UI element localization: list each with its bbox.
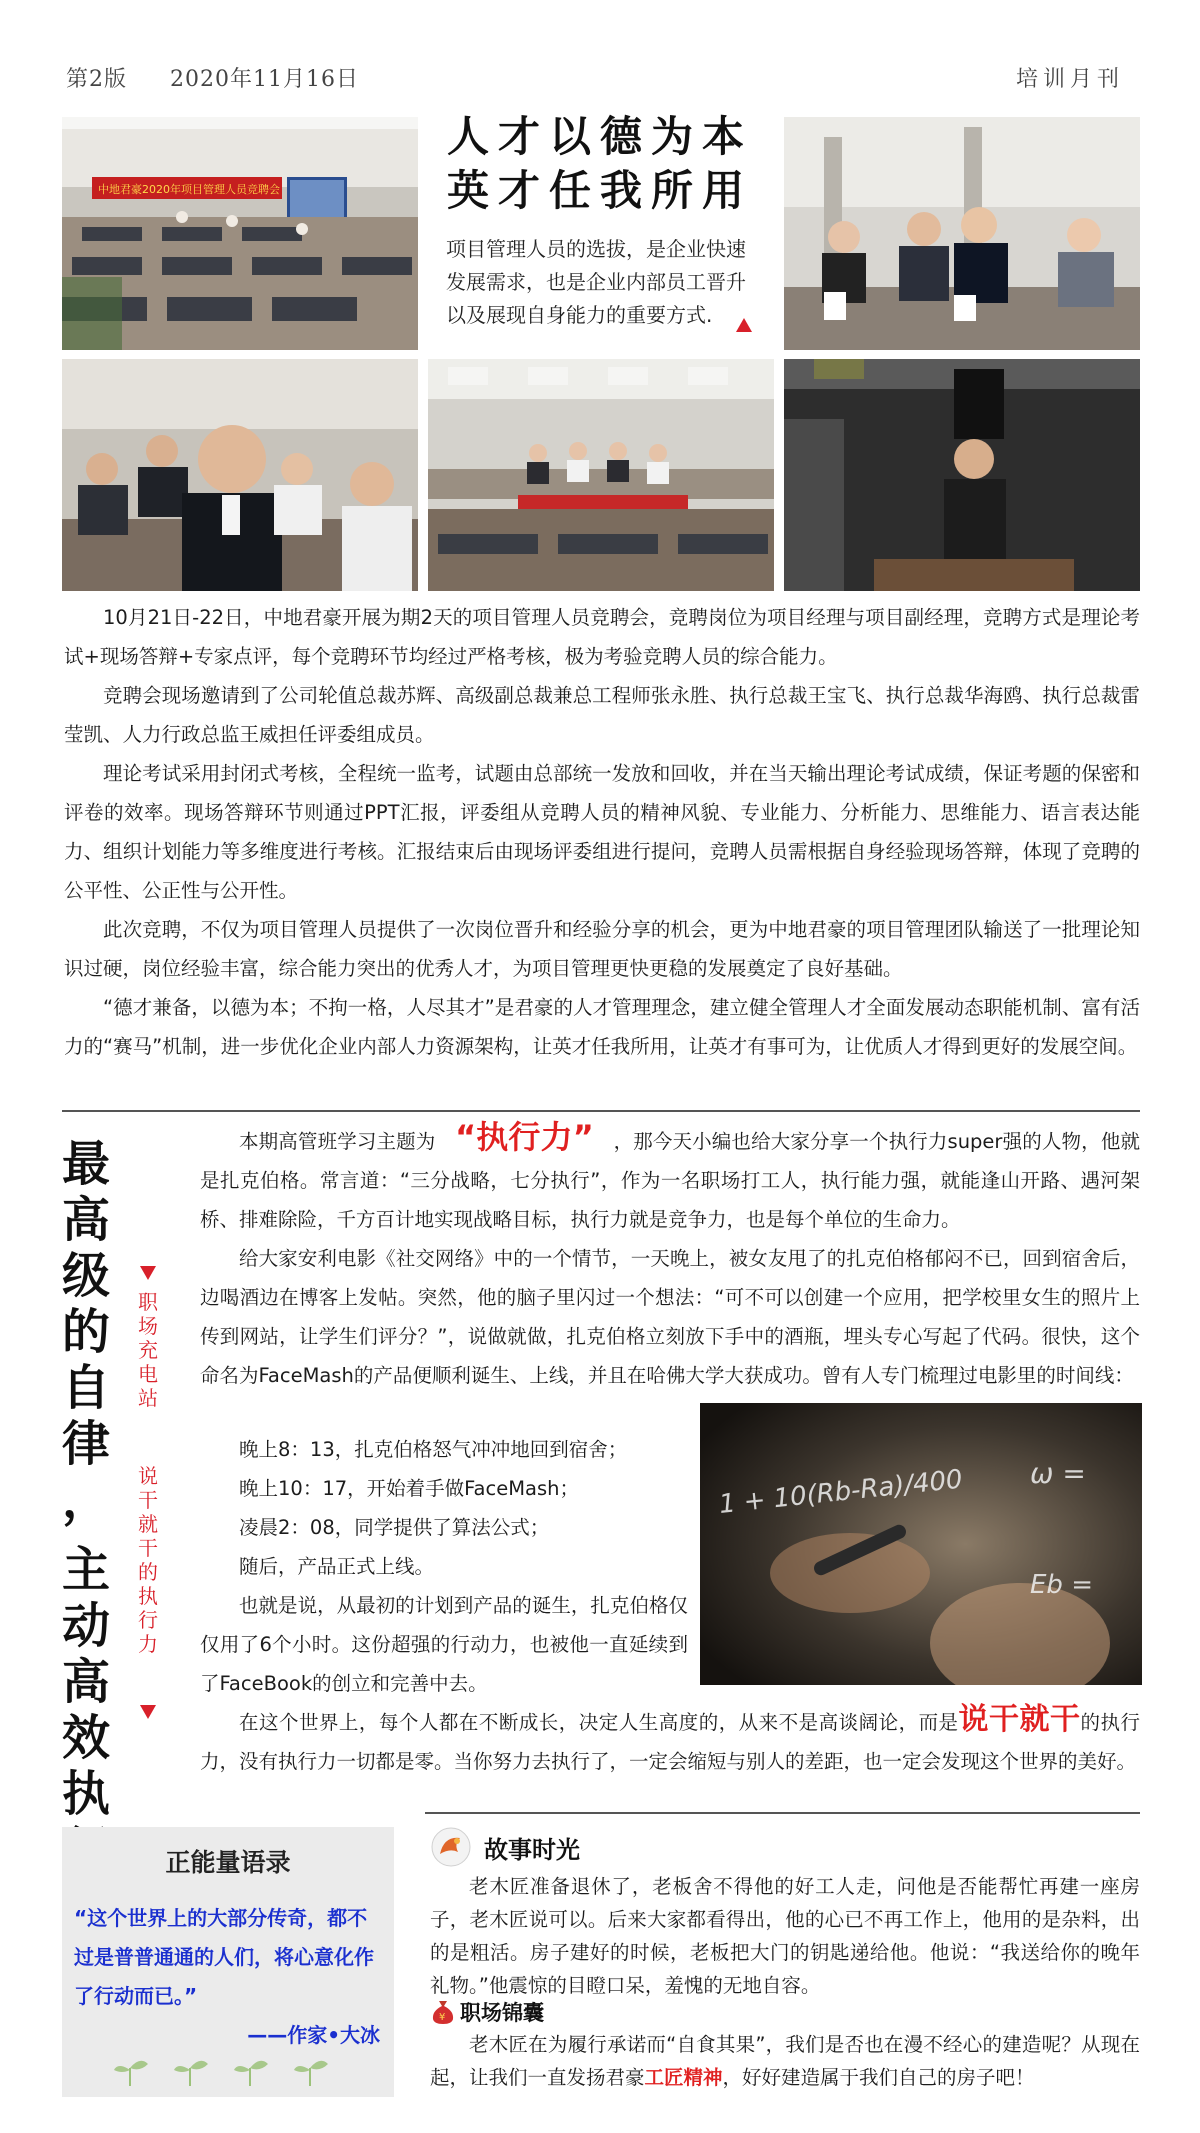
- speaker-photo: [784, 359, 1140, 591]
- article-competition: [64, 598, 1140, 1066]
- story-title: 故事时光: [484, 1836, 580, 1864]
- article-paragraph: 理论考试采用封闭式考核，全程统一监考，试题由总部统一发放和回收，并在当天输出理论考试成绩，保证考题的保密和评卷的效率。现场答辩环节则通过PPT汇报，评委组从竞聘人员的精神风貌、专业能力、分析能力、思维能力、语言表达能力、组织计划能力等多维度进行考核。汇报结束后由现场评委组进行提问，竞聘人员需根据自身经验现场答辩，体现了竞聘的公平性、公正性与公开性。: [64, 762, 1140, 902]
- article-paragraph: 本期高管班学习主题为 “执行力” ，那今天小编也给大家分享一个执行力super强的人物，他就是扎克伯格。常言道：“三分战略，七分执行”，作为一名职场打工人，执行能力强，就能逢山开路、遇河架桥、排难除险，千方百计地实现战略目标，执行力就是竞争力，也是每个单位的生命力。: [200, 1118, 1140, 1231]
- money-bag-icon: [430, 1997, 456, 2025]
- highlight-execution: “执行力”: [455, 1118, 594, 1156]
- meeting-room-photo: [62, 117, 418, 350]
- issue-date: 2020年11月16日: [170, 67, 359, 92]
- page-number: 第2版: [66, 67, 127, 92]
- highlight-act-now: 说干就干: [958, 1702, 1081, 1737]
- quote-title: 正能量语录: [165, 1848, 291, 1877]
- timeline-item: 晚上8：13，扎克伯格怒气冲冲地回到宿舍；: [239, 1438, 628, 1461]
- headline: [430, 110, 770, 218]
- story-icon: [430, 1826, 472, 1868]
- article-paragraph: 10月21日-22日，中地君豪开展为期2天的项目管理人员竞聘会，竞聘岗位为项目经理与项目副经理，竞聘方式是理论考试+现场答辩+专家点评，每个竞聘环节均经过严格考核，极为考验竞聘人员的综合能力。: [64, 606, 1140, 668]
- section-divider: [62, 1110, 1140, 1112]
- timeline-item: 凌晨2：08，同学提供了算法公式；: [239, 1516, 550, 1539]
- publication-name: 培训月刊: [1016, 67, 1125, 92]
- quote-author: ——作家•大冰: [247, 2023, 380, 2047]
- tip-text: 老木匠在为履行承诺而“自食其果”，我们是否也在漫不经心的建造呢？从现在起，让我们一直发扬君豪工匠精神，好好建造属于我们自己的房子吧！: [430, 2033, 1140, 2089]
- tip-title: 职场锦囊: [460, 2001, 544, 2025]
- panel-table-photo: [428, 359, 774, 591]
- article-paragraph: “德才兼备，以德为本；不拘一格，人尽其才”是君豪的人才管理理念，建立健全管理人才全面发展动态职能机制、富有活力的“赛马”机制，进一步优化企业内部人力资源架构，让英才任我所用，让英才有事可为，让优质人才得到更好的发展空间。: [64, 996, 1140, 1058]
- article-paragraph: 此次竞聘，不仅为项目管理人员提供了一次岗位晋升和经验分享的机会，更为中地君豪的项目管理团队输送了一批理论知识过硬，岗位经验丰富，综合能力突出的优秀人才，为项目管理更快更稳的发展奠定了良好基础。: [64, 918, 1140, 980]
- timeline-item: 随后，产品正式上线。: [239, 1555, 435, 1578]
- article-paragraph: 也就是说，从最初的计划到产品的诞生，扎克伯格仅仅用了6个小时。这份超强的行动力，也被他一直延续到了FaceBook的创立和完善中去。: [200, 1594, 688, 1695]
- red-triangle-icon: [736, 318, 752, 332]
- highlight-craftsmanship: 工匠精神: [644, 2066, 723, 2089]
- article-paragraph: 竞聘会现场邀请到了公司轮值总裁苏辉、高级副总裁兼总工程师张永胜、执行总裁王宝飞、执行总裁华海鸥、执行总裁雷莹凯、人力行政总监王威担任评委组成员。: [64, 684, 1140, 746]
- svg-text:Eb =: Eb =: [1030, 1570, 1093, 1600]
- executives-photo: [784, 117, 1140, 350]
- quote-text: “这个世界上的大部分传奇，都不过是普普通通的人们，将心意化作了行动而已。”: [74, 1906, 374, 2008]
- story-text: 老木匠准备退休了，老板舍不得他的好工人走，问他是否能帮忙再建一座房子，老木匠说可以。后来大家都看得出，他的心已不再工作上，他用的是杂料，出的是粗活。房子建好的时候，老板把大门的钥匙递给他。他说：“我送给你的晚年礼物。”他震惊的目瞪口呆，羞愧的无地自容。: [430, 1875, 1140, 1997]
- headline-intro: 项目管理人员的选拔，是企业快速发展需求，也是企业内部员工晋升以及展现自身能力的重要方式.: [446, 237, 746, 327]
- headline-line-1: 人才以德为本: [446, 112, 753, 161]
- timeline-item: 晚上10：17，开始着手做FaceMash；: [239, 1477, 580, 1500]
- side-subtitle-1: 职 场 充 电 站: [138, 1290, 158, 1410]
- red-triangle-icon: [140, 1266, 156, 1280]
- svg-text:1 + 10(Rb-Ra)/400: 1 + 10(Rb-Ra)/400: [717, 1464, 964, 1520]
- headline-line-2: 英才任我所用: [446, 166, 753, 215]
- execution-conclusion: [200, 1700, 1140, 1781]
- banner-text: 中地君豪2020年项目管理人员竞聘会: [98, 183, 280, 196]
- writing-on-glass-photo: [700, 1403, 1142, 1685]
- sprout-decoration-icon: [110, 2048, 350, 2088]
- section-divider: [425, 1812, 1140, 1814]
- side-subtitle-2: 说 干 就 干 的 执 行 力: [138, 1464, 158, 1656]
- execution-article: [200, 1118, 1140, 1395]
- vertical-title: 最 高 级 的 自 律 ， 主 动 高 效 执: [61, 1136, 110, 1822]
- article-paragraph: 在这个世界上，每个人都在不断成长，决定人生高度的，从来不是高谈阔论，而是说干就干的执行力，没有执行力一切都是零。当你努力去执行了，一定会缩短与别人的差距，也一定会发现这个世界的美好。: [200, 1702, 1140, 1773]
- svg-text:ω =: ω =: [1030, 1457, 1086, 1490]
- red-triangle-icon: [140, 1705, 156, 1719]
- timeline: [200, 1430, 688, 1703]
- svg-text:¥: ¥: [439, 2012, 446, 2023]
- candidates-photo: [62, 359, 418, 591]
- article-paragraph: 给大家安利电影《社交网络》中的一个情节，一天晚上，被女友甩了的扎克伯格郁闷不已，回到宿舍后，边喝酒边在博客上发帖。突然，他的脑子里闪过一个想法：“可不可以创建一个应用，把学校里女生的照片上传到网站，让学生们评分？”，说做就做，扎克伯格立刻放下手中的酒瓶，埋头专心写起了代码。很快，这个命名为FaceMash的产品便顺利诞生、上线，并且在哈佛大学大获成功。曾有人专门梳理过电影里的时间线：: [200, 1247, 1140, 1387]
